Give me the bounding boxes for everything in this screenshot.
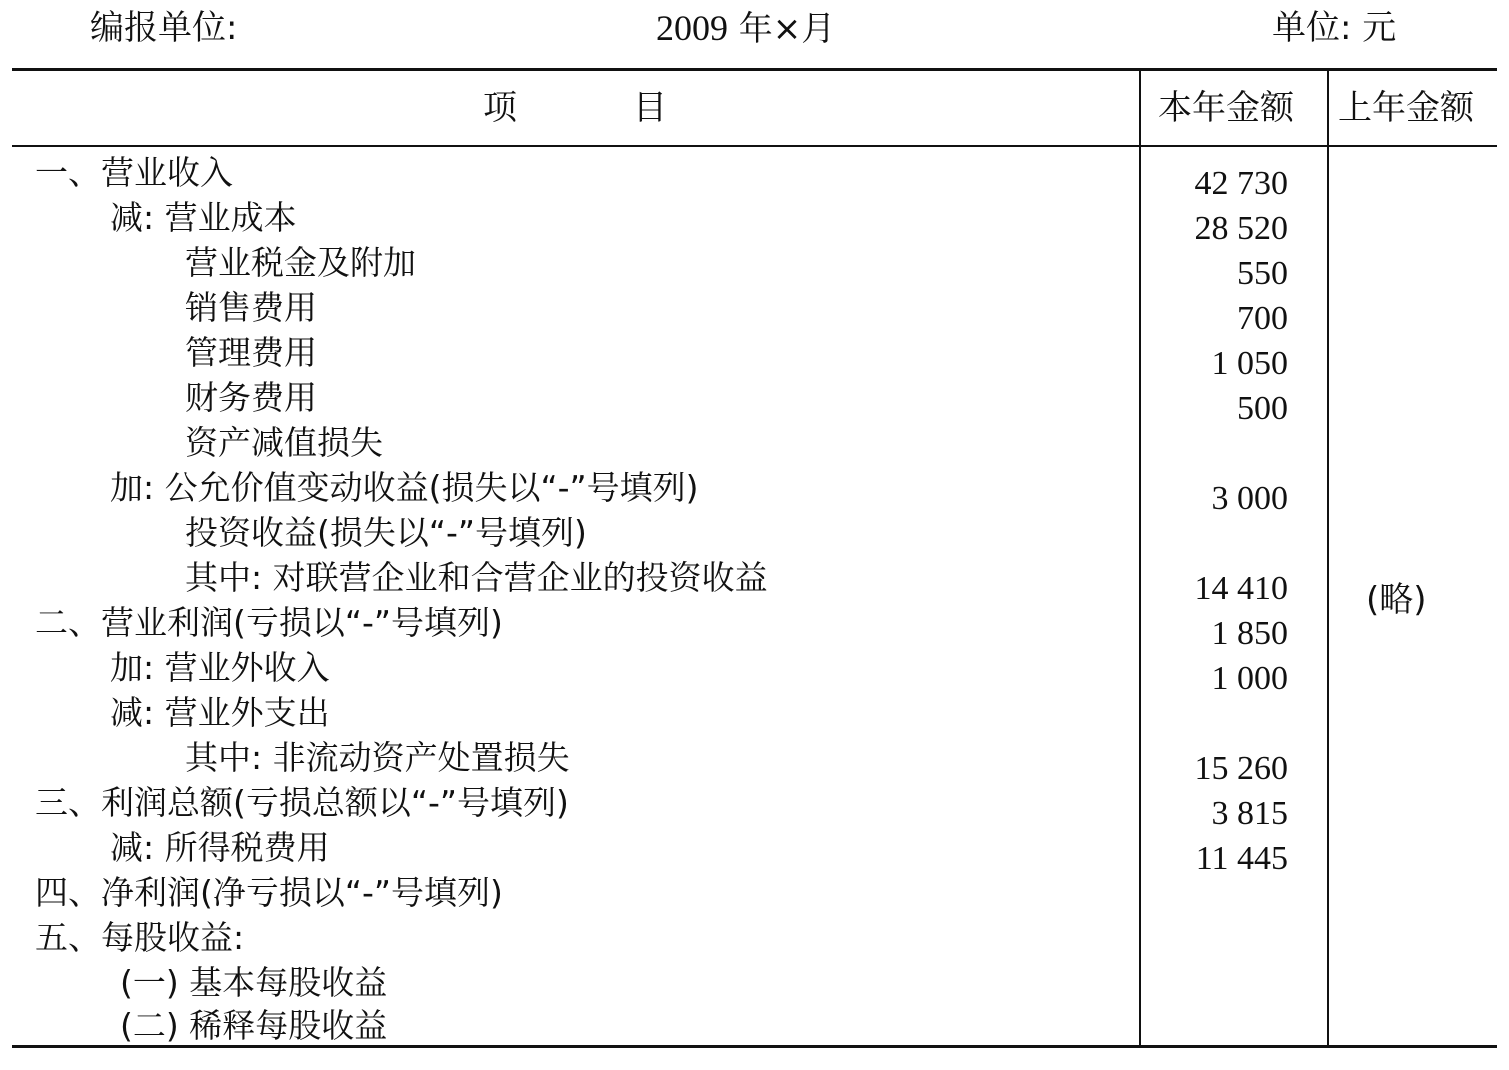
column-divider-current xyxy=(1139,70,1141,1046)
amount-value: 500 xyxy=(1237,390,1288,427)
row-operating-revenue: 一、营业收入 xyxy=(35,153,233,192)
report-month: 年×月 xyxy=(728,9,836,49)
amount-value: 14 410 xyxy=(1194,570,1288,607)
row-investment-income: 投资收益(损失以“-”号填列) xyxy=(185,513,587,552)
report-period xyxy=(656,4,835,53)
amount-value: 42 730 xyxy=(1194,165,1288,202)
column-divider-previous xyxy=(1327,70,1329,1046)
amount-value: 28 520 xyxy=(1194,210,1288,247)
row-basic-eps: (一) 基本每股收益 xyxy=(120,963,388,1002)
amount-value: 15 260 xyxy=(1194,750,1288,787)
amount-value: 1 000 xyxy=(1211,660,1288,697)
previous-year-omitted-note: (略) xyxy=(1366,580,1427,620)
row-admin-expenses: 管理费用 xyxy=(185,333,317,372)
column-header-current-year: 本年金额 xyxy=(1158,88,1294,128)
row-income-tax: 减: 所得税费用 xyxy=(110,828,330,867)
row-net-profit: 四、净利润(净亏损以“-”号填列) xyxy=(35,873,503,912)
column-header-item-part1: 项 xyxy=(483,88,517,128)
report-year: 2009 xyxy=(656,8,728,48)
column-header-previous-year: 上年金额 xyxy=(1338,88,1474,128)
reporting-unit-label: 编报单位: xyxy=(90,8,238,48)
row-selling-expenses: 销售费用 xyxy=(185,288,317,327)
row-non-operating-expense: 减: 营业外支出 xyxy=(110,693,330,732)
amount-value: 3 815 xyxy=(1211,795,1288,832)
row-total-profit: 三、利润总额(亏损总额以“-”号填列) xyxy=(35,783,569,822)
row-financial-expenses: 财务费用 xyxy=(185,378,317,417)
row-eps: 五、每股收益: xyxy=(35,918,245,957)
column-header-item-part2: 目 xyxy=(633,88,667,128)
row-operating-cost: 减: 营业成本 xyxy=(110,198,297,237)
amount-value: 1 850 xyxy=(1211,615,1288,652)
row-non-operating-income: 加: 营业外收入 xyxy=(110,648,330,687)
row-disposal-loss: 其中: 非流动资产处置损失 xyxy=(185,738,570,777)
amount-value: 3 000 xyxy=(1211,480,1288,517)
table-top-rule xyxy=(12,68,1497,71)
amount-value: 550 xyxy=(1237,255,1288,292)
row-asset-impairment: 资产减值损失 xyxy=(185,423,383,462)
row-associate-income: 其中: 对联营企业和合营企业的投资收益 xyxy=(185,558,768,597)
amount-value: 11 445 xyxy=(1195,840,1288,877)
currency-unit-label: 单位: 元 xyxy=(1272,8,1397,48)
row-diluted-eps: (二) 稀释每股收益 xyxy=(120,1006,388,1045)
row-fair-value-gain: 加: 公允价值变动收益(损失以“-”号填列) xyxy=(110,468,699,507)
amount-value: 700 xyxy=(1237,300,1288,337)
row-operating-profit: 二、营业利润(亏损以“-”号填列) xyxy=(35,603,503,642)
table-header-rule xyxy=(12,145,1497,147)
amount-value: 1 050 xyxy=(1211,345,1288,382)
row-business-tax: 营业税金及附加 xyxy=(185,243,416,282)
